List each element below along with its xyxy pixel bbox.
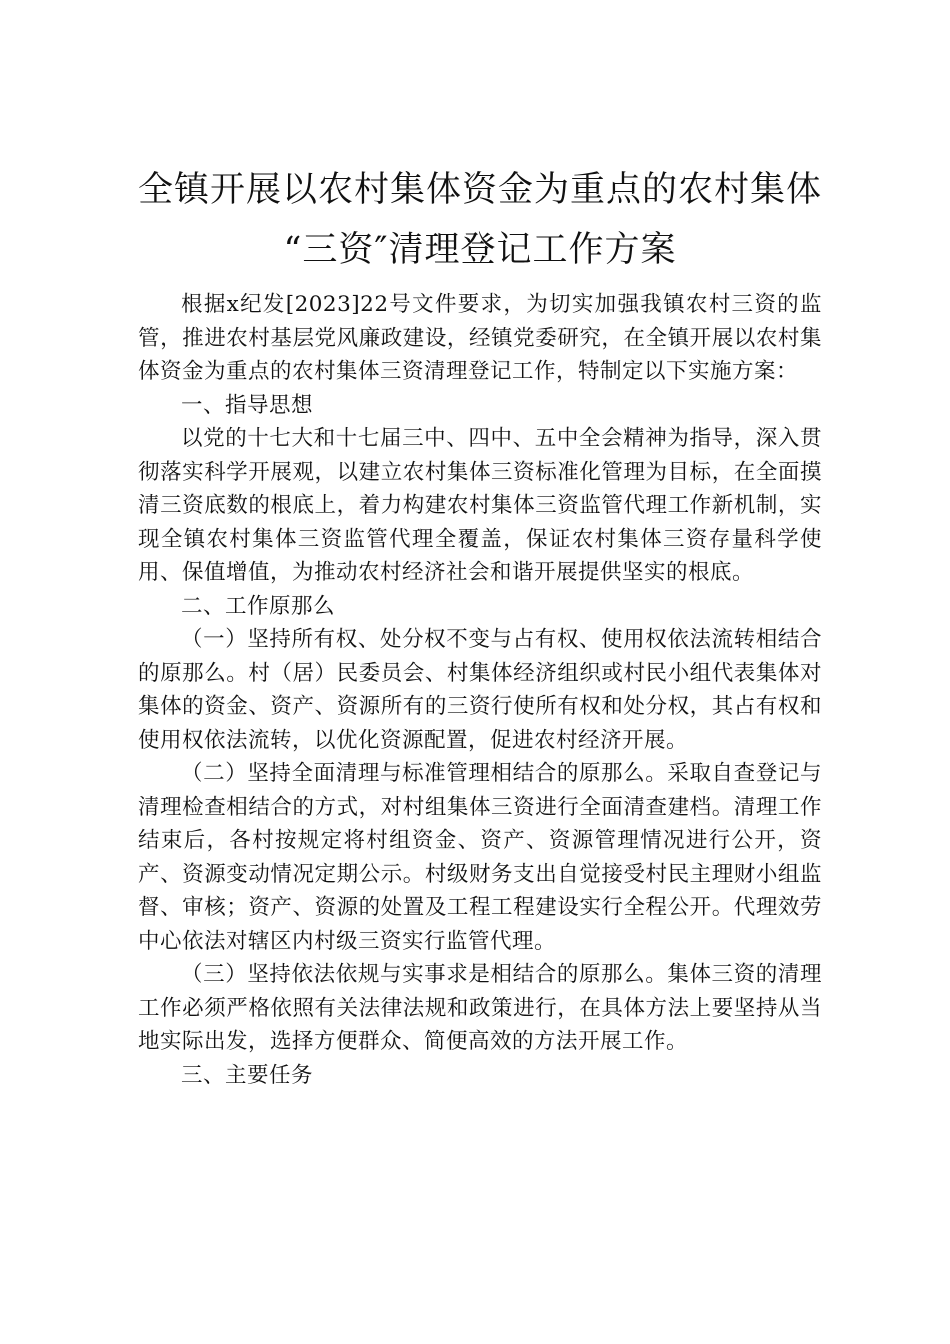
principle-paragraph-3: （三）坚持依法依规与实事求是相结合的原那么。集体三资的清理工作必须严格依照有关法律法规和政策进行，在具体方法上要坚持从当地实际出发，选择方便群众、简便高效的方法开展工作。: [138, 962, 822, 1054]
principle-paragraph-2: （二）坚持全面清理与标准管理相结合的原那么。采取自查登记与清理检查相结合的方式，对村组集体三资进行全面清查建档。清理工作结束后，各村按规定将村组资金、资产、资源管理情况进行公开，资产、资源变动情况定期公示。村级财务支出自觉接受村民主理财小组监督、审核；资产、资源的处置及工程工程建设实行全程公开。代理效劳中心依法对辖区内村级三资实行监管代理。: [138, 761, 822, 954]
section-heading-main-tasks: 三、主要任务: [181, 1062, 314, 1088]
intro-paragraph: 根据x纪发[2023]22号文件要求，为切实加强我镇农村三资的监管，推进农村基层党风廉政建设，经镇党委研究，在全镇开展以农村集体资金为重点的农村集体三资清理登记工作，特制定以下实施方案：: [138, 292, 822, 384]
section-heading-work-principles: 二、工作原那么: [181, 593, 336, 619]
title-line-2: “三资″清理登记工作方案: [283, 230, 677, 270]
principle-paragraph-1: （一）坚持所有权、处分权不变与占有权、使用权依法流转相结合的原那么。村（居）民委员会、村集体经济组织或村民小组代表集体对集体的资金、资产、资源所有的三资行使所有权和处分权，其占有权和使用权依法流转，以优化资源配置，促进农村经济开展。: [138, 627, 822, 753]
document-body: [138, 288, 822, 1092]
guiding-ideology-paragraph: 以党的十七大和十七届三中、四中、五中全会精神为指导，深入贯彻落实科学开展观，以建立农村集体三资标准化管理为目标，在全面摸清三资底数的根底上，着力构建农村集体三资监管代理工作新机制，实现全镇农村集体三资监管代理全覆盖，保证农村集体三资存量科学使用、保值增值，为推动农村经济社会和谐开展提供坚实的根底。: [138, 426, 822, 585]
document-title: [138, 160, 822, 280]
section-heading-guiding-ideology: 一、指导思想: [181, 392, 314, 418]
title-line-1: 全镇开展以农村集体资金为重点的农村集体: [138, 170, 823, 210]
